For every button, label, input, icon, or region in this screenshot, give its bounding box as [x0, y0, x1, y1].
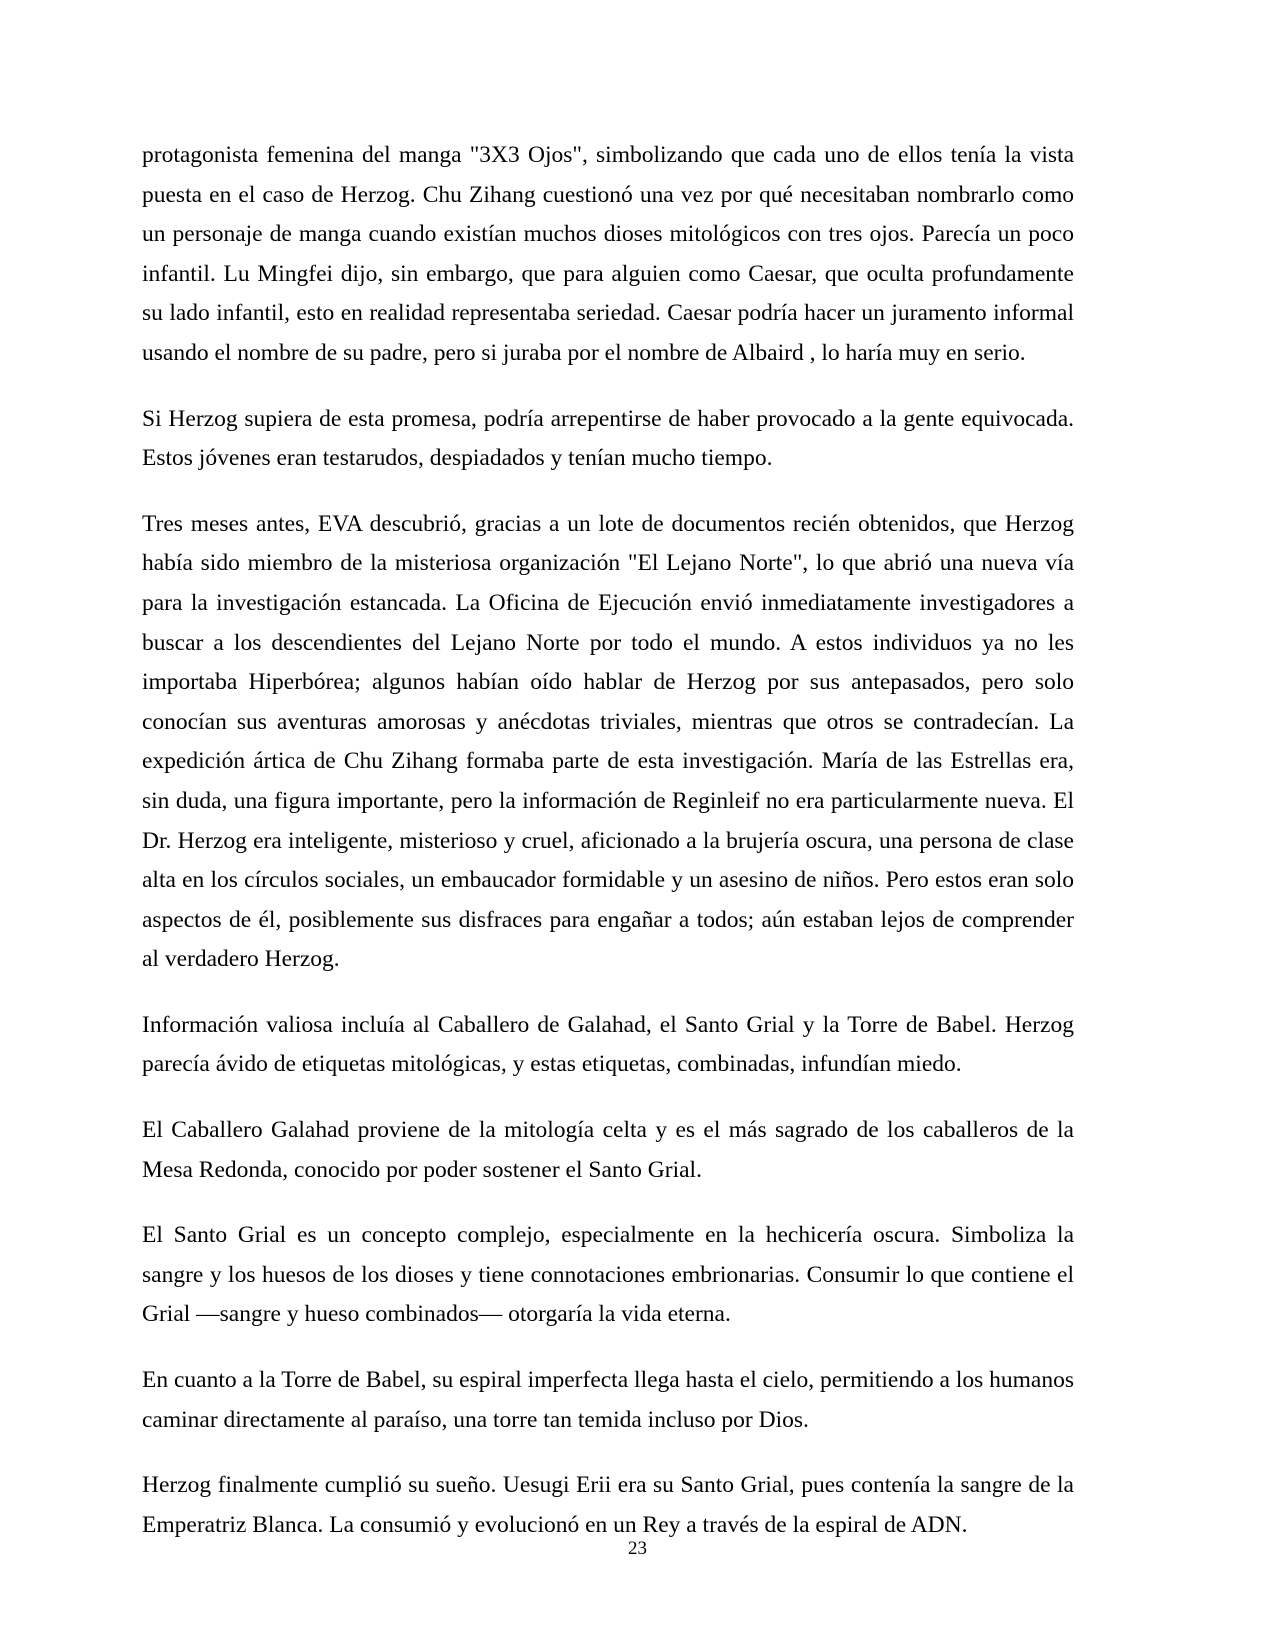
paragraph: El Santo Grial es un concepto complejo, especialmente en la hechicería oscura. Simboliza la sangre y los huesos de los dioses y tiene connotaciones embrionarias. Consumir lo que contiene el Grial —sangre y hueso combinados— otorgaría la vida eterna.	[142, 1222, 1074, 1328]
page-number: 23	[628, 1538, 647, 1559]
paragraph: Información valiosa incluía al Caballero de Galahad, el Santo Grial y la Torre de Babel. Herzog parecía ávido de etiquetas mitológicas, y estas etiquetas, combinadas, infundían miedo.	[142, 1011, 1074, 1078]
paragraph: Tres meses antes, EVA descubrió, gracias a un lote de documentos recién obtenidos, que Herzog había sido miembro de la misteriosa organización "El Lejano Norte", lo que abrió una nueva vía para la investigación estancada. La Oficina de Ejecución envió inmediatamente investigadores a buscar a los descendientes del Lejano Norte por todo el mundo. A estos individuos ya no les importaba Hiperbórea; algunos habían oído hablar de Herzog por sus antepasados, pero solo conocían sus aventuras amorosas y anécdotas triviales, mientras que otros se contradecían. La expedición ártica de Chu Zihang formaba parte de esta investigación. María de las Estrellas era, sin duda, una figura importante, pero la información de Reginleif no era particularmente nueva. El Dr. Herzog era inteligente, misterioso y cruel, aficionado a la brujería oscura, una persona de clase alta en los círculos sociales, un embaucador formidable y un asesino de niños. Pero estos eran solo aspectos de él, posiblemente sus disfraces para engañar a todos; aún estaban lejos de comprender al verdadero Herzog.	[142, 510, 1074, 973]
paragraph: Herzog finalmente cumplió su sueño. Uesugi Erii era su Santo Grial, pues contenía la sangre de la Emperatriz Blanca. La consumió y evolucionó en un Rey a través de la espiral de ADN.	[142, 1472, 1074, 1538]
paragraph: El Caballero Galahad proviene de la mitología celta y es el más sagrado de los caballeros de la Mesa Redonda, conocido por poder sostener el Santo Grial.	[142, 1117, 1074, 1183]
paragraph: protagonista femenina del manga "3X3 Ojos", simbolizando que cada uno de ellos tenía la vista puesta en el caso de Herzog. Chu Zihang cuestionó una vez por qué necesitaban nombrarlo como un personaje de manga cuando existían muchos dioses mitológicos con tres ojos. Parecía un poco infantil. Lu Mingfei dijo, sin embargo, que para alguien como Caesar, que oculta profundamente su lado infantil, esto en realidad representaba seriedad. Caesar podría hacer un juramento informal usando el nombre de su padre, pero si juraba por el nombre de Albaird , lo haría muy en serio.	[142, 142, 1074, 366]
paragraph: En cuanto a la Torre de Babel, su espiral imperfecta llega hasta el cielo, permitiendo a los humanos caminar directamente al paraíso, una torre tan temida incluso por Dios.	[142, 1367, 1074, 1433]
paragraph: Si Herzog supiera de esta promesa, podría arrepentirse de haber provocado a la gente equivocada. Estos jóvenes eran testarudos, despiadados y tenían mucho tiempo.	[142, 405, 1074, 472]
page-body-text	[142, 136, 1074, 1545]
